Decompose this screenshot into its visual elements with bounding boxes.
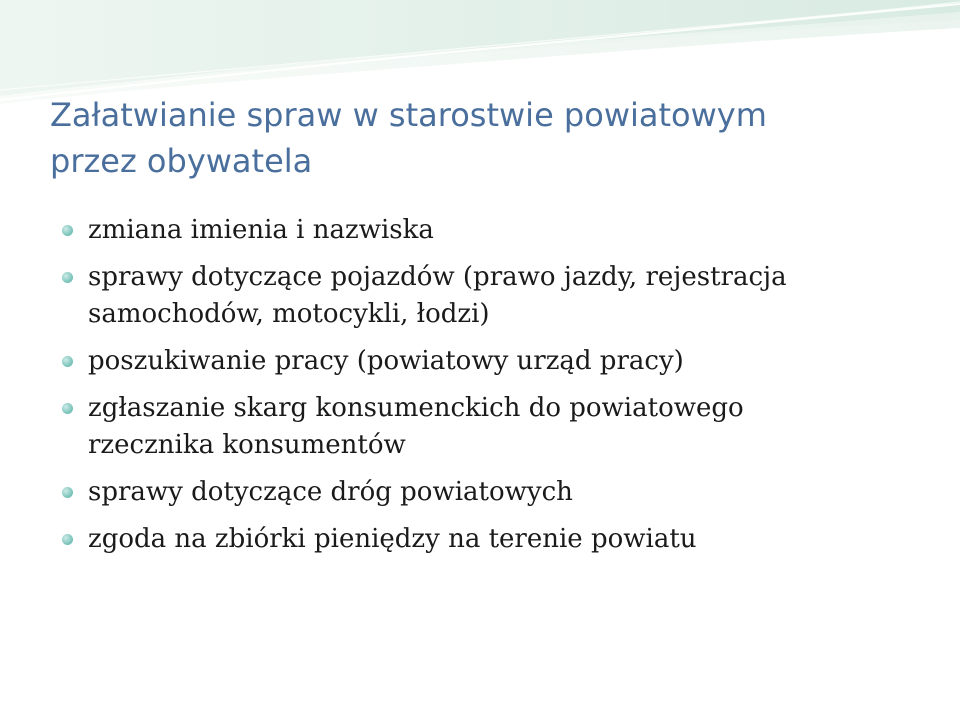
- bullet-item: [62, 390, 922, 464]
- bullet-text-continued: samochodów, motocykli, łodzi): [88, 299, 490, 329]
- bullet-dot-icon: [62, 534, 73, 545]
- bullet-list: [62, 212, 922, 568]
- bullet-item: [62, 343, 922, 380]
- bullet-text: zgłaszanie skarg konsumenckich do powiatowego: [88, 393, 744, 423]
- title-line-1: Załatwianie spraw w starostwie powiatowym: [50, 96, 767, 134]
- bullet-item: [62, 474, 922, 511]
- bullet-text: zmiana imienia i nazwiska: [88, 215, 434, 245]
- bullet-text: sprawy dotyczące dróg powiatowych: [88, 477, 573, 507]
- bullet-item: [62, 212, 922, 249]
- bullet-text: sprawy dotyczące pojazdów (prawo jazdy, rejestracja: [88, 262, 787, 292]
- bullet-dot-icon: [62, 403, 73, 414]
- bullet-dot-icon: [62, 487, 73, 498]
- bullet-dot-icon: [62, 225, 73, 236]
- slide-title: [50, 92, 910, 184]
- bullet-text-continued: rzecznika konsumentów: [88, 430, 406, 460]
- title-line-2: przez obywatela: [50, 142, 313, 180]
- bullet-text: poszukiwanie pracy (powiatowy urząd pracy): [88, 346, 684, 376]
- bullet-dot-icon: [62, 272, 73, 283]
- bullet-item: [62, 259, 922, 333]
- bullet-dot-icon: [62, 356, 73, 367]
- bullet-item: [62, 521, 922, 558]
- bullet-text: zgoda na zbiórki pieniędzy na terenie powiatu: [88, 524, 697, 554]
